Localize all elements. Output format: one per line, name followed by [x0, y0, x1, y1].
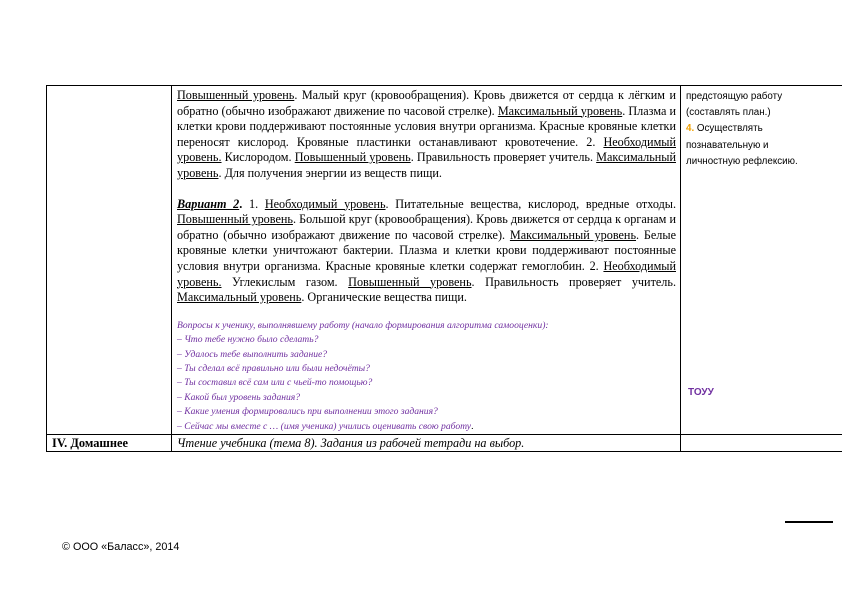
- answer-text: . Малый круг (кровообращения). Кровь движется от сердца к лёгким и обратно (обычно изображают движение по часовой стрелке).: [177, 88, 676, 118]
- question-item: – Ты сделал всё правильно или были недочёты?: [177, 362, 370, 374]
- uud-cell: [681, 86, 842, 435]
- answer-text: Кислородом.: [221, 150, 295, 165]
- level-label: Повышенный уровень: [177, 88, 295, 102]
- question-item: – Ты составил всё сам или с чьей-то помощью?: [177, 377, 373, 389]
- level-label: Необходимый уровень: [264, 196, 386, 211]
- question-item: – Какой был уровень задания?: [177, 391, 301, 403]
- answer-text: . Для получения энергии из веществ пищи.: [218, 165, 442, 180]
- uud-line: [686, 121, 842, 137]
- toyy-label: ТОУУ: [688, 387, 714, 398]
- variant-2-answers: [177, 197, 676, 306]
- variant-1-answers: [177, 88, 676, 182]
- empty-cell: [681, 434, 842, 451]
- question-period: .: [471, 420, 474, 432]
- level-label: Необходимый уровень.: [177, 258, 676, 289]
- uud-line: познавательную и: [686, 139, 769, 151]
- answer-text: . Правильность проверяет учитель.: [410, 150, 597, 165]
- variant-2-heading: Вариант 2: [177, 196, 240, 211]
- question-item-last: [177, 420, 676, 434]
- uud-line-text: Осуществлять: [694, 123, 763, 135]
- uud-text: [686, 89, 842, 170]
- table-row: [47, 434, 842, 451]
- answer-text: . Правильность проверяет учитель.: [471, 274, 676, 289]
- answer-text: 1.: [242, 196, 265, 211]
- self-assessment-questions: [177, 319, 676, 434]
- level-label: Повышенный уровень: [294, 150, 411, 165]
- answer-text: . Органические вещества пищи.: [301, 290, 467, 305]
- table-row: [47, 86, 842, 435]
- level-label: Максимальный уровень: [509, 227, 637, 242]
- question-item: – Какие умения формировались при выполнении этого задания?: [177, 406, 438, 418]
- stage-cell: [47, 86, 172, 435]
- answer-text: Углекислым газом.: [221, 274, 349, 289]
- question-part-italic: (имя ученика): [280, 420, 337, 432]
- level-label: Максимальный уровень: [177, 290, 302, 305]
- answer-text: . Плазма и клетки крови поддерживают постоянные условия внутри организма. Красные кровяные клетки переносят кислород. Кровяные пластинки останавливают кровотечение. 2.: [177, 103, 676, 149]
- level-label: Максимальный уровень: [177, 150, 676, 180]
- answer-text: . Белые кровяные клетки уничтожают бактерии. Плазма и клетки крови поддерживают постоянные условия внутри организма. Красные кровяные клетки содержат гемоглобин. 2.: [177, 227, 676, 273]
- border-accent: [785, 521, 833, 523]
- lesson-table: [46, 85, 842, 452]
- uud-line: (составлять план.): [686, 107, 771, 119]
- level-label: Повышенный уровень: [348, 274, 472, 289]
- answer-text: . Питательные вещества, кислород, вредные отходы.: [385, 196, 677, 211]
- content-cell: [172, 86, 681, 435]
- questions-intro: Вопросы к ученику, выполнявшему работу (начало формирования алгоритма самооценки):: [177, 319, 549, 331]
- question-part: учились оценивать свою работу: [336, 420, 472, 432]
- question-item: – Удалось тебе выполнить задание?: [177, 348, 328, 360]
- homework-stage-label: IV. Домашнее: [47, 434, 172, 451]
- uud-line: предстоящую работу: [686, 91, 783, 102]
- uud-number: 4.: [686, 123, 695, 135]
- level-label: Повышенный уровень: [177, 212, 293, 227]
- homework-text: Чтение учебника (тема 8). Задания из рабочей тетради на выбор.: [172, 434, 681, 451]
- uud-line: личностную рефлексию.: [686, 155, 798, 167]
- copyright-footer: © ООО «Баласс», 2014: [62, 541, 180, 553]
- question-part: – Сейчас мы вместе с …: [177, 420, 281, 432]
- heading-dot: .: [239, 196, 243, 211]
- level-label: Необходимый уровень.: [177, 134, 676, 165]
- level-label: Максимальный уровень: [497, 103, 623, 118]
- question-item: – Что тебе нужно было сделать?: [177, 334, 319, 346]
- answer-text: . Большой круг (кровообращения). Кровь движется от сердца к органам и обратно (обычно изображают движение по часовой стрелке).: [177, 212, 677, 242]
